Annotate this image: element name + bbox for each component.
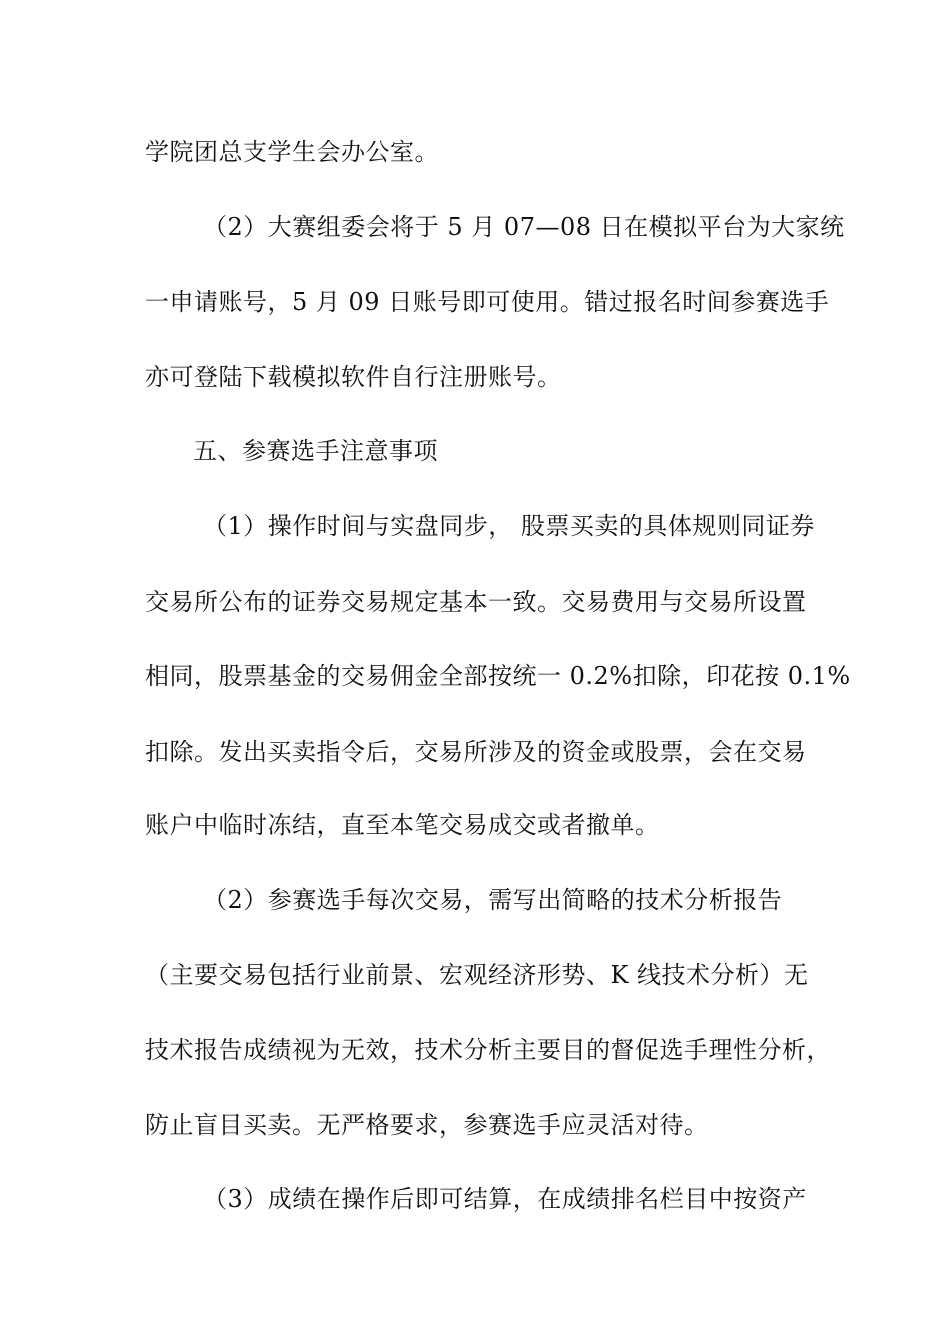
text-line: 亦可登陆下载模拟软件自行注册账号。: [145, 363, 562, 391]
text-line: 学院团总支学生会办公室。: [145, 138, 439, 166]
text-line: 账户中临时冻结，直至本笔交易成交或者撤单。: [145, 811, 660, 839]
text-line: 扣除。发出买卖指令后，交易所涉及的资金或股票，会在交易: [145, 738, 807, 766]
text-line: 相同，股票基金的交易佣金全部按统一 0.2%扣除，印花按 0.1%: [145, 662, 851, 690]
text-line: 技术报告成绩视为无效，技术分析主要目的督促选手理性分析，: [145, 1036, 831, 1064]
text-line: （2）参赛选手每次交易，需写出简略的技术分析报告: [203, 886, 783, 914]
section-heading: 五、参赛选手注意事项: [193, 437, 438, 465]
text-line: （2）大赛组委会将于 5 月 07—08 日在模拟平台为大家统: [203, 213, 845, 241]
text-line: （主要交易包括行业前景、宏观经济形势、K 线技术分析）无: [145, 961, 809, 989]
text-line: 防止盲目买卖。无严格要求，参赛选手应灵活对待。: [145, 1111, 709, 1139]
text-line: （1）操作时间与实盘同步， 股票买卖的具体规则同证券: [203, 512, 815, 540]
text-line: 一申请账号，5 月 09 日账号即可使用。错过报名时间参赛选手: [145, 288, 830, 316]
text-line: （3）成绩在操作后即可结算，在成绩排名栏目中按资产: [203, 1185, 807, 1213]
text-line: 交易所公布的证券交易规定基本一致。交易费用与交易所设置: [145, 588, 807, 616]
